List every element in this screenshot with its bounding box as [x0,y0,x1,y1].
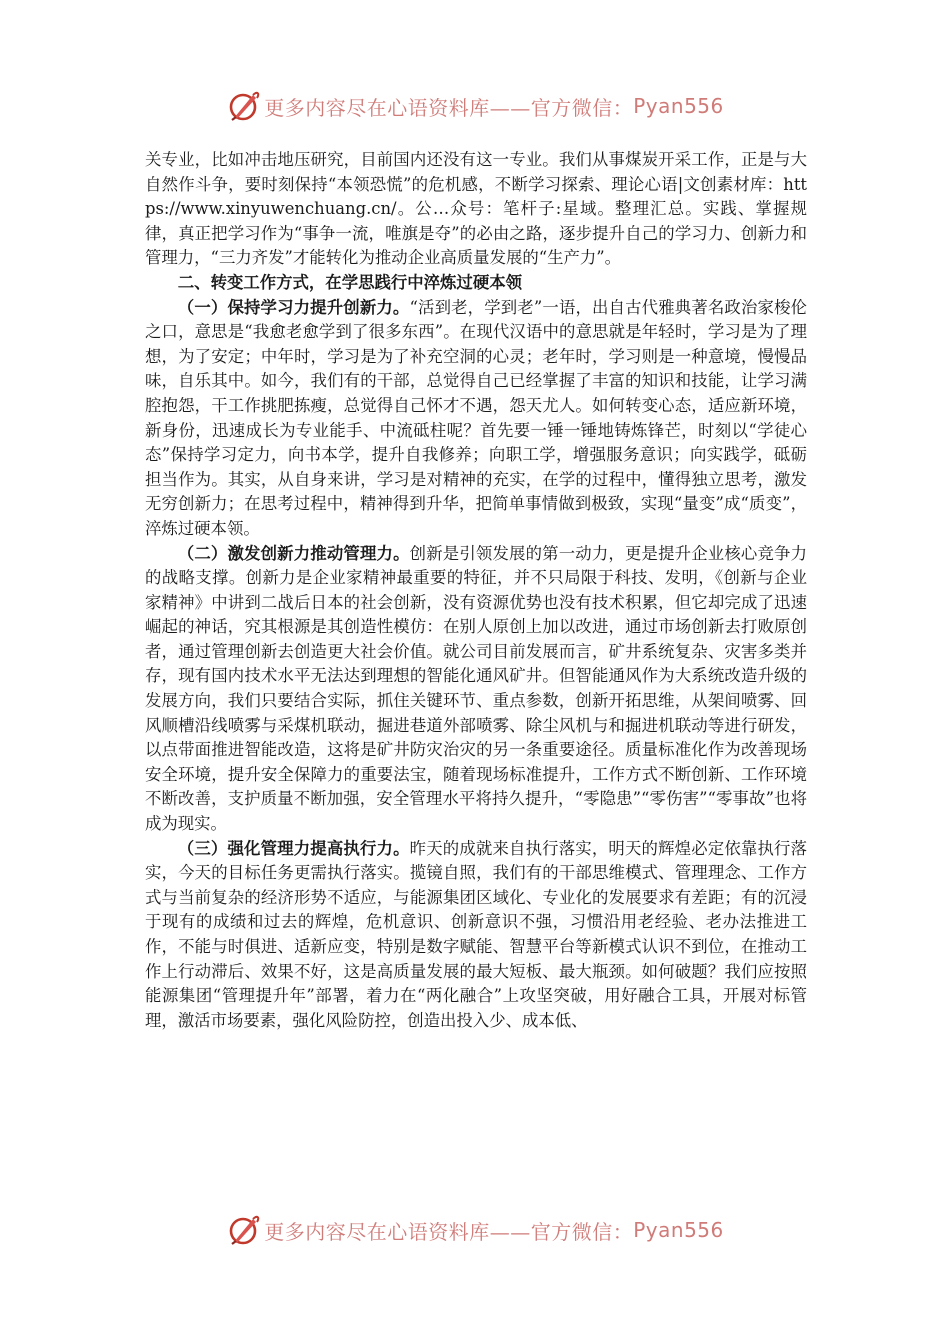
subsection-body-1: “活到老，学到老”一语，出自古代雅典著名政治家梭伦之口，意思是“我愈老愈学到了很多东西”。在现代汉语中的意思就是年轻时，学习是为了理想，为了安定；中年时，学习是为了补充空洞的心灵；老年时，学习则是一种意境，慢慢品味，自乐其中。如今，我们有的干部，总觉得自己已经掌握了丰富的知识和技能，让学习满腔抱怨，干工作挑肥拣瘦，总觉得自己怀才不遇，怨天尤人。如何转变心态，适应新环境，新身份，迅速成长为专业能手、中流砥柱呢？首先要一锤一锤地铸炼锋芒，时刻以“学徒心态”保持学习定力，向书本学，提升自我修养；向职工学，增强服务意识；向实践学，砥砺担当作为。其实，从自身来讲，学习是对精神的充实，在学的过程中，懂得独立思考，激发无穷创新力；在思考过程中，精神得到升华，把简单事情做到极致，实现“量变”成“质变”，淬炼过硬本领。 [145,297,808,538]
subsection-title-3: （三）强化管理力提高执行力。 [177,838,410,858]
quill-logo-icon [226,1213,260,1247]
footer-banner [0,1210,950,1250]
section-heading: 二、转变工作方式，在学思践行中淬炼过硬本领 [177,272,522,292]
paragraph-innovation [145,542,807,837]
header-banner [0,86,950,126]
paragraph-continuation: 关专业，比如冲击地压研究，目前国内还没有这一专业。我们从事煤炭开采工作，正是与大自然作斗争，要时刻保持“本领恐慌”的危机感，不断学习探索、理论心语|文创素材库：https://www.xinyuwenchuang.cn/。公…众号：笔杆子:星域。整理汇总。实践、掌握规律，真正把学习作为“事争一流，唯旗是夺”的必由之路，逐步提升自己的学习力、创新力和管理力，“三力齐发”才能转化为推动企业高质量发展的“生产力”。 [145,150,807,268]
subsection-body-2: 创新是引领发展的第一动力，更是提升企业核心竞争力的战略支撑。创新力是企业家精神最重要的特征，并不只局限于科技、发明，《创新与企业家精神》中讲到二战后日本的社会创新，没有资源优势也没有技术积累，但它却完成了迅速崛起的神话，究其根源是其创造性模仿：在别人原创上加以改进，通过市场创新去打败原创者，通过管理创新去创造更大社会价值。就公司目前发展而言，矿井系统复杂、灾害多类并存，现有国内技术水平无法达到理想的智能化通风矿井。但智能通风作为大系统改造升级的发展方向，我们只要结合实际，抓住关键环节、重点参数，创新开拓思维，从架间喷雾、回风顺槽沿线喷雾与采煤机联动，掘进巷道外部喷雾、除尘风机与和掘进机联动等进行研发，以点带面推进智能改造，这将是矿井防灾治灾的另一条重要途径。质量标准化作为改善现场安全环境，提升安全保障力的重要法宝，随着现场标准提升，工作方式不断创新、工作环境不断改善，支护质量不断加强，安全管理水平将持久提升，“零隐患”“零伤害”“零事故”也将成为现实。 [145,543,807,834]
banner-text: 更多内容尽在心语资料库——官方微信： [264,1219,634,1244]
document-body [145,148,807,1033]
paragraph-management [145,837,807,1034]
subsection-title-2: （二）激发创新力推动管理力。 [177,543,410,563]
banner-text: 更多内容尽在心语资料库——官方微信： [264,95,634,120]
quill-logo-icon [226,89,260,123]
banner-wechat-id: Pyan556 [633,94,724,118]
banner-wechat-id: Pyan556 [633,1218,724,1242]
paragraph-learning [145,296,807,542]
subsection-title-1: （一）保持学习力提升创新力。 [177,297,410,317]
subsection-body-3: 昨天的成就来自执行落实，明天的辉煌必定依靠执行落实，今天的目标任务更需执行落实。揽镜自照，我们有的干部思维模式、管理理念、工作方式与当前复杂的经济形势不适应，与能源集团区域化、专业化的发展要求有差距；有的沉浸于现有的成绩和过去的辉煌，危机意识、创新意识不强，习惯沿用老经验、老办法推进工作，不能与时俱进、适新应变，特别是数字赋能、智慧平台等新模式认识不到位，在推动工作上行动滞后、效果不好，这是高质量发展的最大短板、最大瓶颈。如何破题？我们应按照能源集团“管理提升年”部署，着力在“两化融合”上攻坚突破，用好融合工具，开展对标管理，激活市场要素，强化风险防控，创造出投入少、成本低、 [145,838,807,1030]
